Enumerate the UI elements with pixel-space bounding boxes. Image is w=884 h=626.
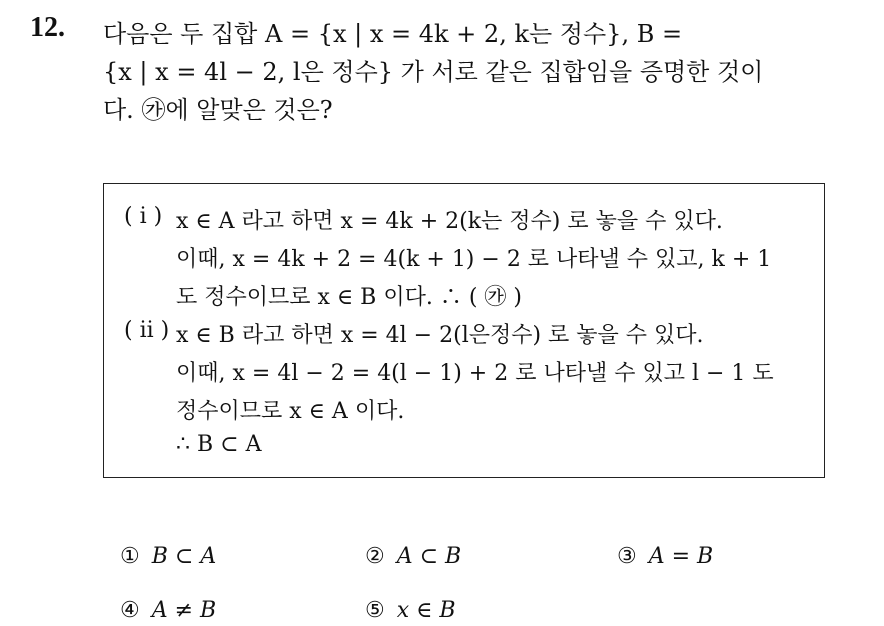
proof-part1-line3: 도 정수이므로 x ∈ B 이다. ∴ ( ㉮ ) (176, 285, 522, 310)
proof-part1-label: ( i ) (124, 204, 163, 229)
choice-3[interactable] (617, 544, 713, 569)
proof-part2-line2: 이때, x = 4l − 2 = 4(l − 1) + 2 로 나타낼 수 있고 l − 1 도 (176, 361, 774, 386)
choice-4-number: ④ (120, 598, 140, 623)
proof-part1-line1: x ∈ A 라고 하면 x = 4k + 2(k는 정수) 로 놓을 수 있다. (176, 209, 723, 234)
choice-1-text: B ⊂ A (151, 544, 217, 569)
proof-part1-line2: 이때, x = 4k + 2 = 4(k + 1) − 2 로 나타낼 수 있고, k + 1 (176, 247, 772, 272)
question-stem-line-1: 다음은 두 집합 A = {x | x = 4k + 2, k는 정수}, B = (103, 20, 683, 48)
proof-box (103, 183, 825, 478)
choice-5-number: ⑤ (365, 598, 385, 623)
choice-4[interactable] (120, 598, 216, 623)
proof-part2-line3: 정수이므로 x ∈ A 이다. (176, 399, 405, 424)
question-stem-line-2: {x | x = 4l − 2, l은 정수} 가 서로 같은 집합임을 증명한 것이 (103, 58, 764, 86)
choice-1-number: ① (120, 544, 140, 569)
choice-2-text: A ⊂ B (396, 544, 462, 569)
choice-2[interactable] (365, 544, 461, 569)
choice-5-text: x ∈ B (396, 598, 456, 623)
choice-3-text: A = B (648, 544, 714, 569)
choice-5[interactable] (365, 598, 456, 623)
choice-2-number: ② (365, 544, 385, 569)
proof-part2-line4: ∴ B ⊂ A (176, 432, 262, 457)
proof-part2-line1: x ∈ B 라고 하면 x = 4l − 2(l은정수) 로 놓을 수 있다. (176, 323, 704, 348)
question-stem-line-3: 다. ㉮에 알맞은 것은? (103, 96, 333, 124)
choice-1[interactable] (120, 544, 216, 569)
choice-3-number: ③ (617, 544, 637, 569)
question-number: 12. (30, 12, 65, 43)
choice-4-text: A ≠ B (151, 598, 217, 623)
proof-part2-label: ( ii ) (124, 318, 170, 343)
